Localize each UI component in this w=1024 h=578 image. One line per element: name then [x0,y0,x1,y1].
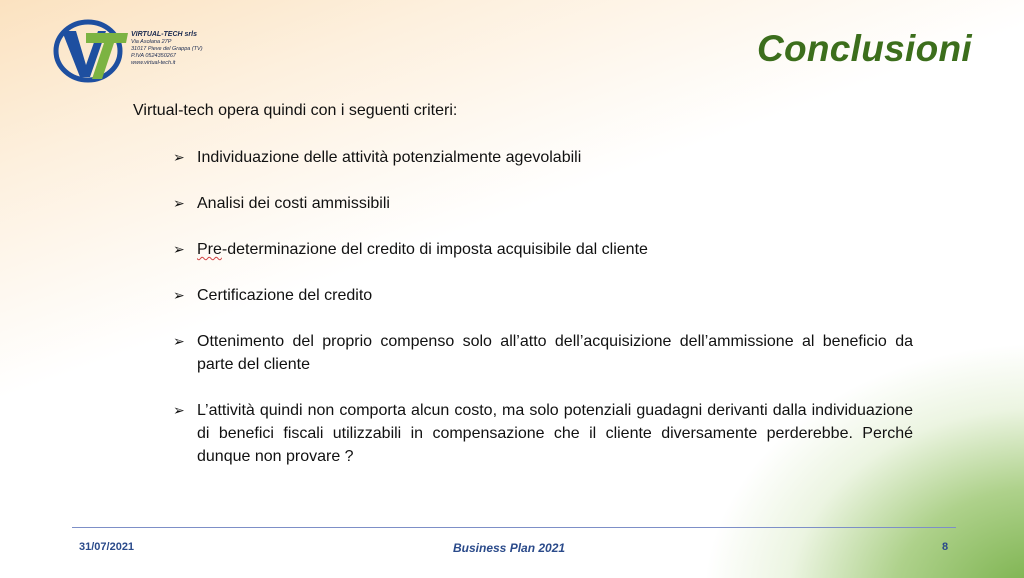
arrow-bullet-icon: ➢ [173,333,185,349]
footer-divider [72,527,956,528]
company-address-line: Via Asolana 27P [131,39,172,45]
company-vat: P.IVA 0524350267 [131,53,176,59]
spellcheck-word: Pre [197,241,222,258]
slide-title: Conclusioni [756,28,972,69]
footer-title: Business Plan 2021 [453,541,566,555]
bullet-item [173,146,913,169]
arrow-bullet-icon: ➢ [173,241,185,257]
intro-text: Virtual-tech opera quindi con i seguenti criteri: [133,102,458,119]
company-website: www.virtual-tech.it [131,60,176,66]
company-info [131,31,203,67]
bullet-list [173,146,913,468]
bullet-item [173,399,913,468]
arrow-bullet-icon: ➢ [173,195,185,211]
company-name: VIRTUAL-TECH srls [131,31,197,38]
footer-date: 31/07/2021 [79,541,135,553]
company-address-line: 31017 Pieve del Grappa (TV) [131,46,203,52]
bullet-text: Individuazione delle attività potenzialmente agevolabili [197,149,582,166]
bullet-item [173,284,913,307]
bullet-text: Certificazione del credito [197,287,373,304]
bullet-item [173,238,913,261]
bullet-text: L’attività quindi non comporta alcun costo, ma solo potenziali guadagni derivanti dalla individuazione di benefici fiscali utilizzabili in compensazione che il cliente diversamente perderebbe. Perché dunque non provare ? [197,402,913,465]
bullet-item [173,192,913,215]
bullet-text: Ottenimento del proprio compenso solo all’atto dell’acquisizione dell’ammissione al beneficio da parte del cliente [197,333,913,373]
vt-logo-icon [52,17,128,85]
page-number: 8 [942,541,949,553]
bullet-text: Analisi dei costi ammissibili [197,195,390,212]
bullet-item [173,330,913,376]
arrow-bullet-icon: ➢ [173,402,185,418]
arrow-bullet-icon: ➢ [173,287,185,303]
arrow-bullet-icon: ➢ [173,149,185,165]
bullet-text: -determinazione del credito di imposta acquisibile dal cliente [221,241,648,258]
